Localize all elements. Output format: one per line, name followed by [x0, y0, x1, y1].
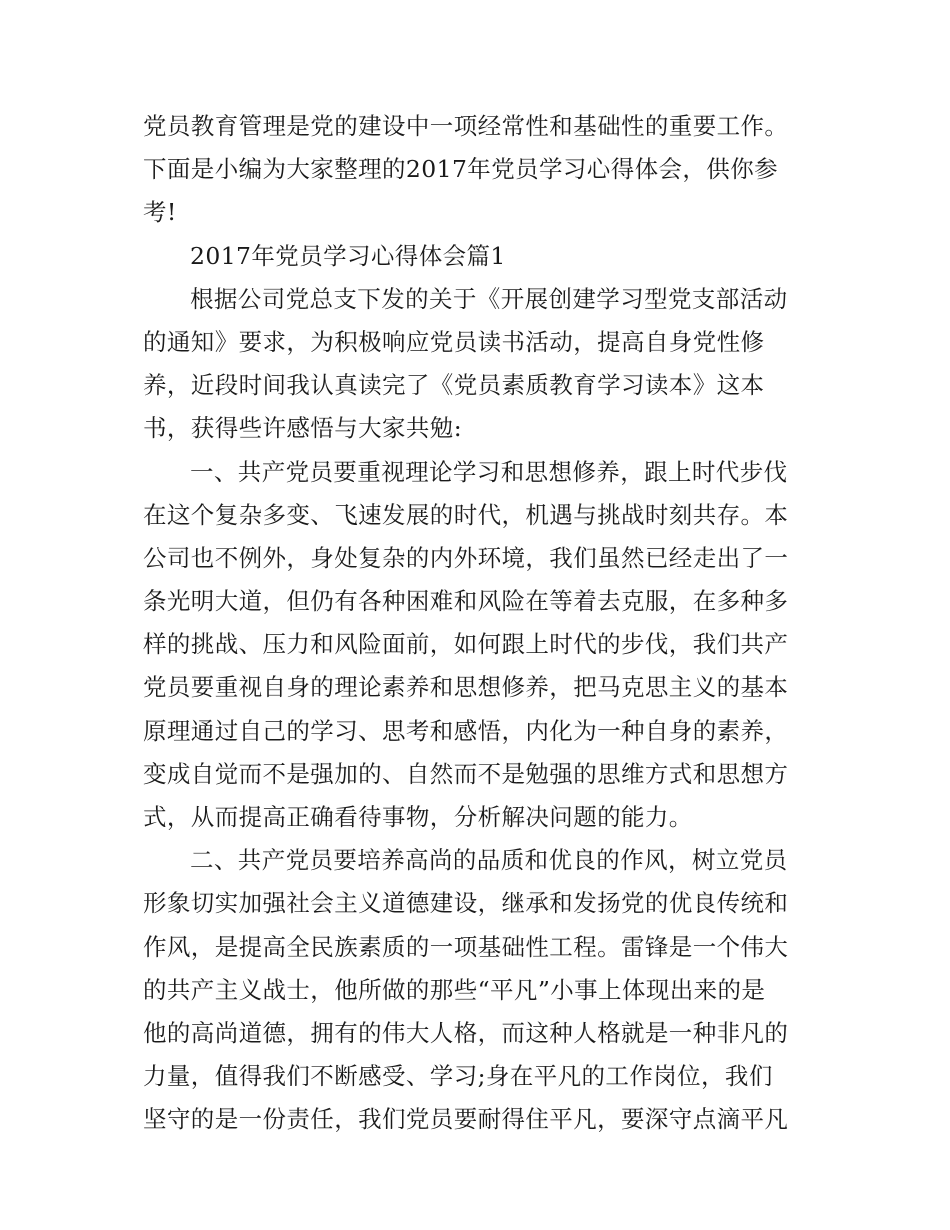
document-body — [143, 105, 811, 1142]
text-line: 原理通过自己的学习、思考和感悟，内化为一种自身的素养， — [143, 716, 789, 745]
text-line: 在这个复杂多变、飞速发展的时代，机遇与挑战时刻共存。本 — [143, 500, 789, 529]
section-heading: 2017年党员学习心得体会篇1 — [190, 241, 506, 270]
text-line: 书，获得些许感悟与大家共勉: — [143, 414, 463, 443]
text-line: 式，从而提高正确看待事物，分析解决问题的能力。 — [143, 803, 693, 831]
text-line: 变成自觉而不是强加的、自然而不是勉强的思维方式和思想方 — [143, 759, 789, 788]
text-line: 根据公司党总支下发的关于《开展创建学习型党支部活动 — [190, 284, 788, 313]
text-line: 力量，值得我们不断感受、学习;身在平凡的工作岗位，我们 — [143, 1062, 773, 1091]
text-line: 坚守的是一份责任，我们党员要耐得住平凡，要深守点滴平凡 — [143, 1105, 789, 1134]
text-line: 考! — [143, 198, 177, 227]
text-line: 下面是小编为大家整理的2017年党员学习心得体会，供你参 — [143, 155, 779, 184]
text-line: 他的高尚道德，拥有的伟大人格，而这种人格就是一种非凡的 — [143, 1018, 789, 1047]
text-line: 公司也不例外，身处复杂的内外环境，我们虽然已经走出了一 — [143, 543, 789, 572]
text-line: 条光明大道，但仍有各种困难和风险在等着去克服，在多种多 — [143, 587, 789, 616]
text-line: 党员教育管理是党的建设中一项经常性和基础性的重要工作。 — [143, 112, 789, 140]
text-line: 党员要重视自身的理论素养和思想修养，把马克思主义的基本 — [143, 673, 789, 702]
text-line: 一、共产党员要重视理论学习和思想修养，跟上时代步伐 — [190, 457, 788, 486]
text-line: 的共产主义战士，他所做的那些“平凡”小事上体现出来的是 — [143, 975, 766, 1004]
text-line: 养，近段时间我认真读完了《党员素质教育学习读本》这本 — [143, 371, 765, 400]
text-line: 样的挑战、压力和风险面前，如何跟上时代的步伐，我们共产 — [143, 630, 789, 659]
text-line: 作风，是提高全民族素质的一项基础性工程。雷锋是一个伟大 — [143, 932, 789, 961]
text-line: 形象切实加强社会主义道德建设，继承和发扬党的优良传统和 — [143, 889, 789, 918]
text-line: 的通知》要求，为积极响应党员读书活动，提高自身党性修 — [143, 327, 765, 356]
text-line: 二、共产党员要培养高尚的品质和优良的作风，树立党员 — [190, 846, 788, 875]
